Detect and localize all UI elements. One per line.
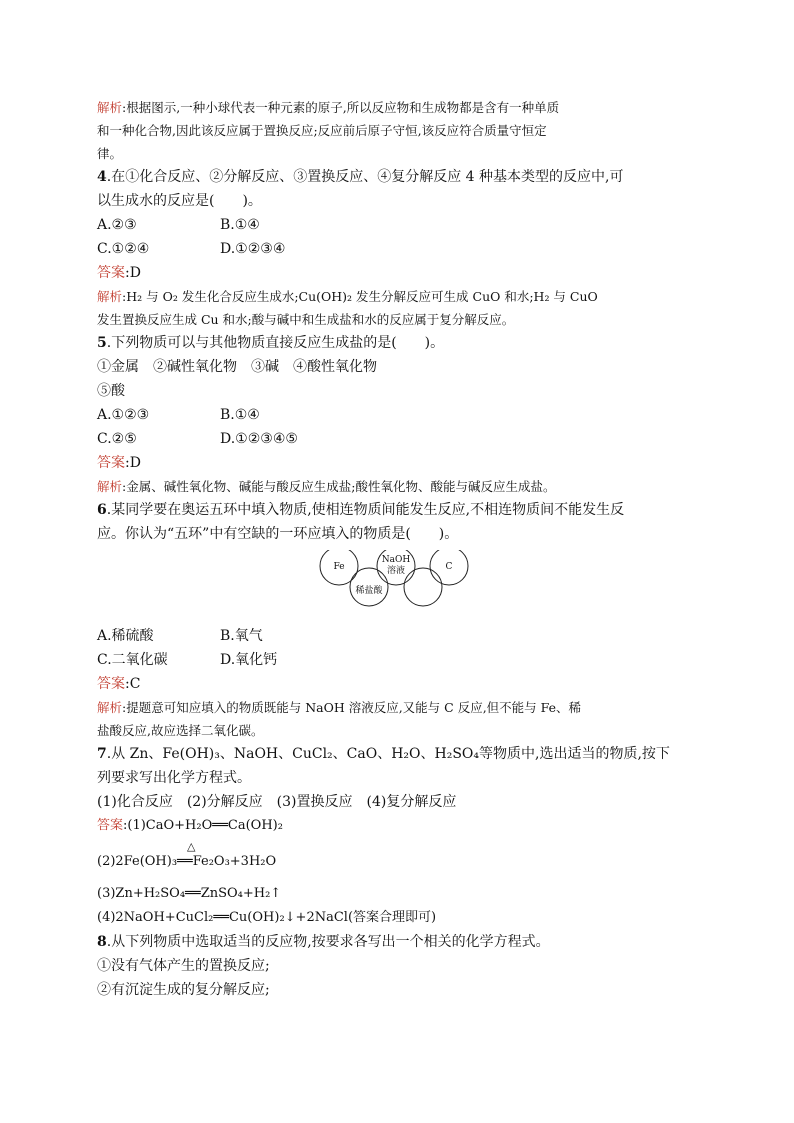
q5-items-line-1: ①金属 ②碱性氧化物 ③碱 ④酸性氧化物 [97,359,377,375]
q6-option-d: D.氧化钙 [220,652,278,668]
q4-stem-line-2: 以生成水的反应是( )。 [97,193,262,209]
q6-options-row-2 [97,648,697,672]
q5-option-a: A.①②③ [97,407,150,423]
q5-items-line-2: ⑤酸 [97,383,125,399]
q6-option-b: B.氧气 [220,628,263,644]
q4-answer: 答案:D [97,265,141,281]
question-number: 6 [97,502,107,518]
q5-option-b: B.①④ [220,407,260,423]
q4-option-d: D.①②③④ [220,241,286,257]
q7-stem-line-1: 7.从 Zn、Fe(OH)₃、NaOH、CuCl₂、CaO、H₂O、H₂SO₄等物质中,选出适当的物质,按下 [97,746,670,762]
q7-stem-line-2: 列要求写出化学方程式。 [97,770,251,786]
rings-svg [319,550,469,616]
worksheet-page [97,96,697,1002]
q6-explanation-line-2: 盐酸反应,故应选择二氧化碳。 [97,723,264,738]
ring-naoh-label-2: 溶液 [386,566,406,576]
answer-label: 答案 [97,455,125,471]
q3-explanation-line-2: 和一种化合物,因此该反应属于置换反应;反应前后原子守恒,该反应符合质量守恒定 [97,123,547,138]
question-number: 4 [97,169,107,185]
ring-c-label: C [445,562,453,572]
q4-option-c: C.①②④ [97,241,150,257]
ring-acid-label: 稀盐酸 [355,586,383,596]
heat-triangle-icon: △ [187,840,196,853]
answer-label: 答案 [97,676,125,692]
q5-option-d: D.①②③④⑤ [220,431,298,447]
answer-label: 答案 [97,818,124,833]
answer-label: 答案 [97,265,125,281]
explanation-label: 解析 [97,700,123,715]
q7-equation-1: 答案:(1)CaO+H₂O══Ca(OH)₂ [97,818,283,833]
explanation-label: 解析 [97,100,123,115]
q6-option-a: A.稀硫酸 [97,628,154,644]
ring-fe-label: Fe [333,562,345,572]
question-number: 7 [97,746,107,762]
q6-explanation-line-1: 解析:提题意可知应填入的物质既能与 NaOH 溶液反应,又能与 C 反应,但不能与 Fe、稀 [97,700,582,715]
q6-options-row-1 [97,624,697,648]
question-number: 5 [97,335,107,351]
heat-condition: △ ══ [177,850,193,874]
q5-option-c: C.②⑤ [97,431,137,447]
q7-equation-2: (2)2Fe(OH)₃ △ ══Fe₂O₃+3H₂O [97,850,697,874]
q4-explanation-line-2: 发生置换反应生成 Cu 和水;酸与碱中和生成盐和水的反应属于复分解反应。 [97,312,515,327]
q4-explanation-line-1: 解析:H₂ 与 O₂ 发生化合反应生成水;Cu(OH)₂ 发生分解反应可生成 CuO 和水;H₂ 与 CuO [97,289,598,304]
q4-options-row-2 [97,237,697,261]
question-number: 8 [97,934,107,950]
q7-reaction-types: (1)化合反应 (2)分解反应 (3)置换反应 (4)复分解反应 [97,794,457,810]
q8-stem: 8.从下列物质中选取适当的反应物,按要求各写出一个相关的化学方程式。 [97,934,550,950]
q7-equation-3: (3)Zn+H₂SO₄══ZnSO₄+H₂↑ [97,886,282,901]
q4-options-row-1 [97,213,697,237]
q5-options-row-2 [97,427,697,451]
q8-requirement-2: ②有沉淀生成的复分解反应; [97,982,270,998]
q6-answer: 答案:C [97,676,141,692]
olympic-rings-diagram [97,550,697,616]
ring-blank [404,568,442,606]
q5-explanation: 解析:金属、碱性氧化物、碱能与酸反应生成盐;酸性氧化物、酸能与碱反应生成盐。 [97,479,556,494]
q4-option-b: B.①④ [220,217,260,233]
q4-option-a: A.②③ [97,217,137,233]
q4-stem-line-1: 4.在①化合反应、②分解反应、③置换反应、④复分解反应 4 种基本类型的反应中,可 [97,169,624,185]
ring-naoh-label-1: NaOH [381,555,411,565]
q3-explanation-line-1: 解析:根据图示,一种小球代表一种元素的原子,所以反应物和生成物都是含有一种单质 [97,100,560,115]
q5-stem: 5.下列物质可以与其他物质直接反应生成盐的是( )。 [97,335,445,351]
q5-answer: 答案:D [97,455,141,471]
q5-options-row-1 [97,403,697,427]
explanation-label: 解析 [97,289,123,304]
q6-option-c: C.二氧化碳 [97,652,168,668]
q8-requirement-1: ①没有气体产生的置换反应; [97,958,270,974]
q3-explanation-line-3: 律。 [97,146,123,161]
q6-stem-line-2: 应。你认为“五环”中有空缺的一环应填入的物质是( )。 [97,526,459,542]
q7-equation-4: (4)2NaOH+CuCl₂══Cu(OH)₂↓+2NaCl(答案合理即可) [97,910,437,925]
explanation-label: 解析 [97,479,123,494]
q6-stem-line-1: 6.某同学要在奥运五环中填入物质,使相连物质间能发生反应,不相连物质间不能发生反 [97,502,625,518]
